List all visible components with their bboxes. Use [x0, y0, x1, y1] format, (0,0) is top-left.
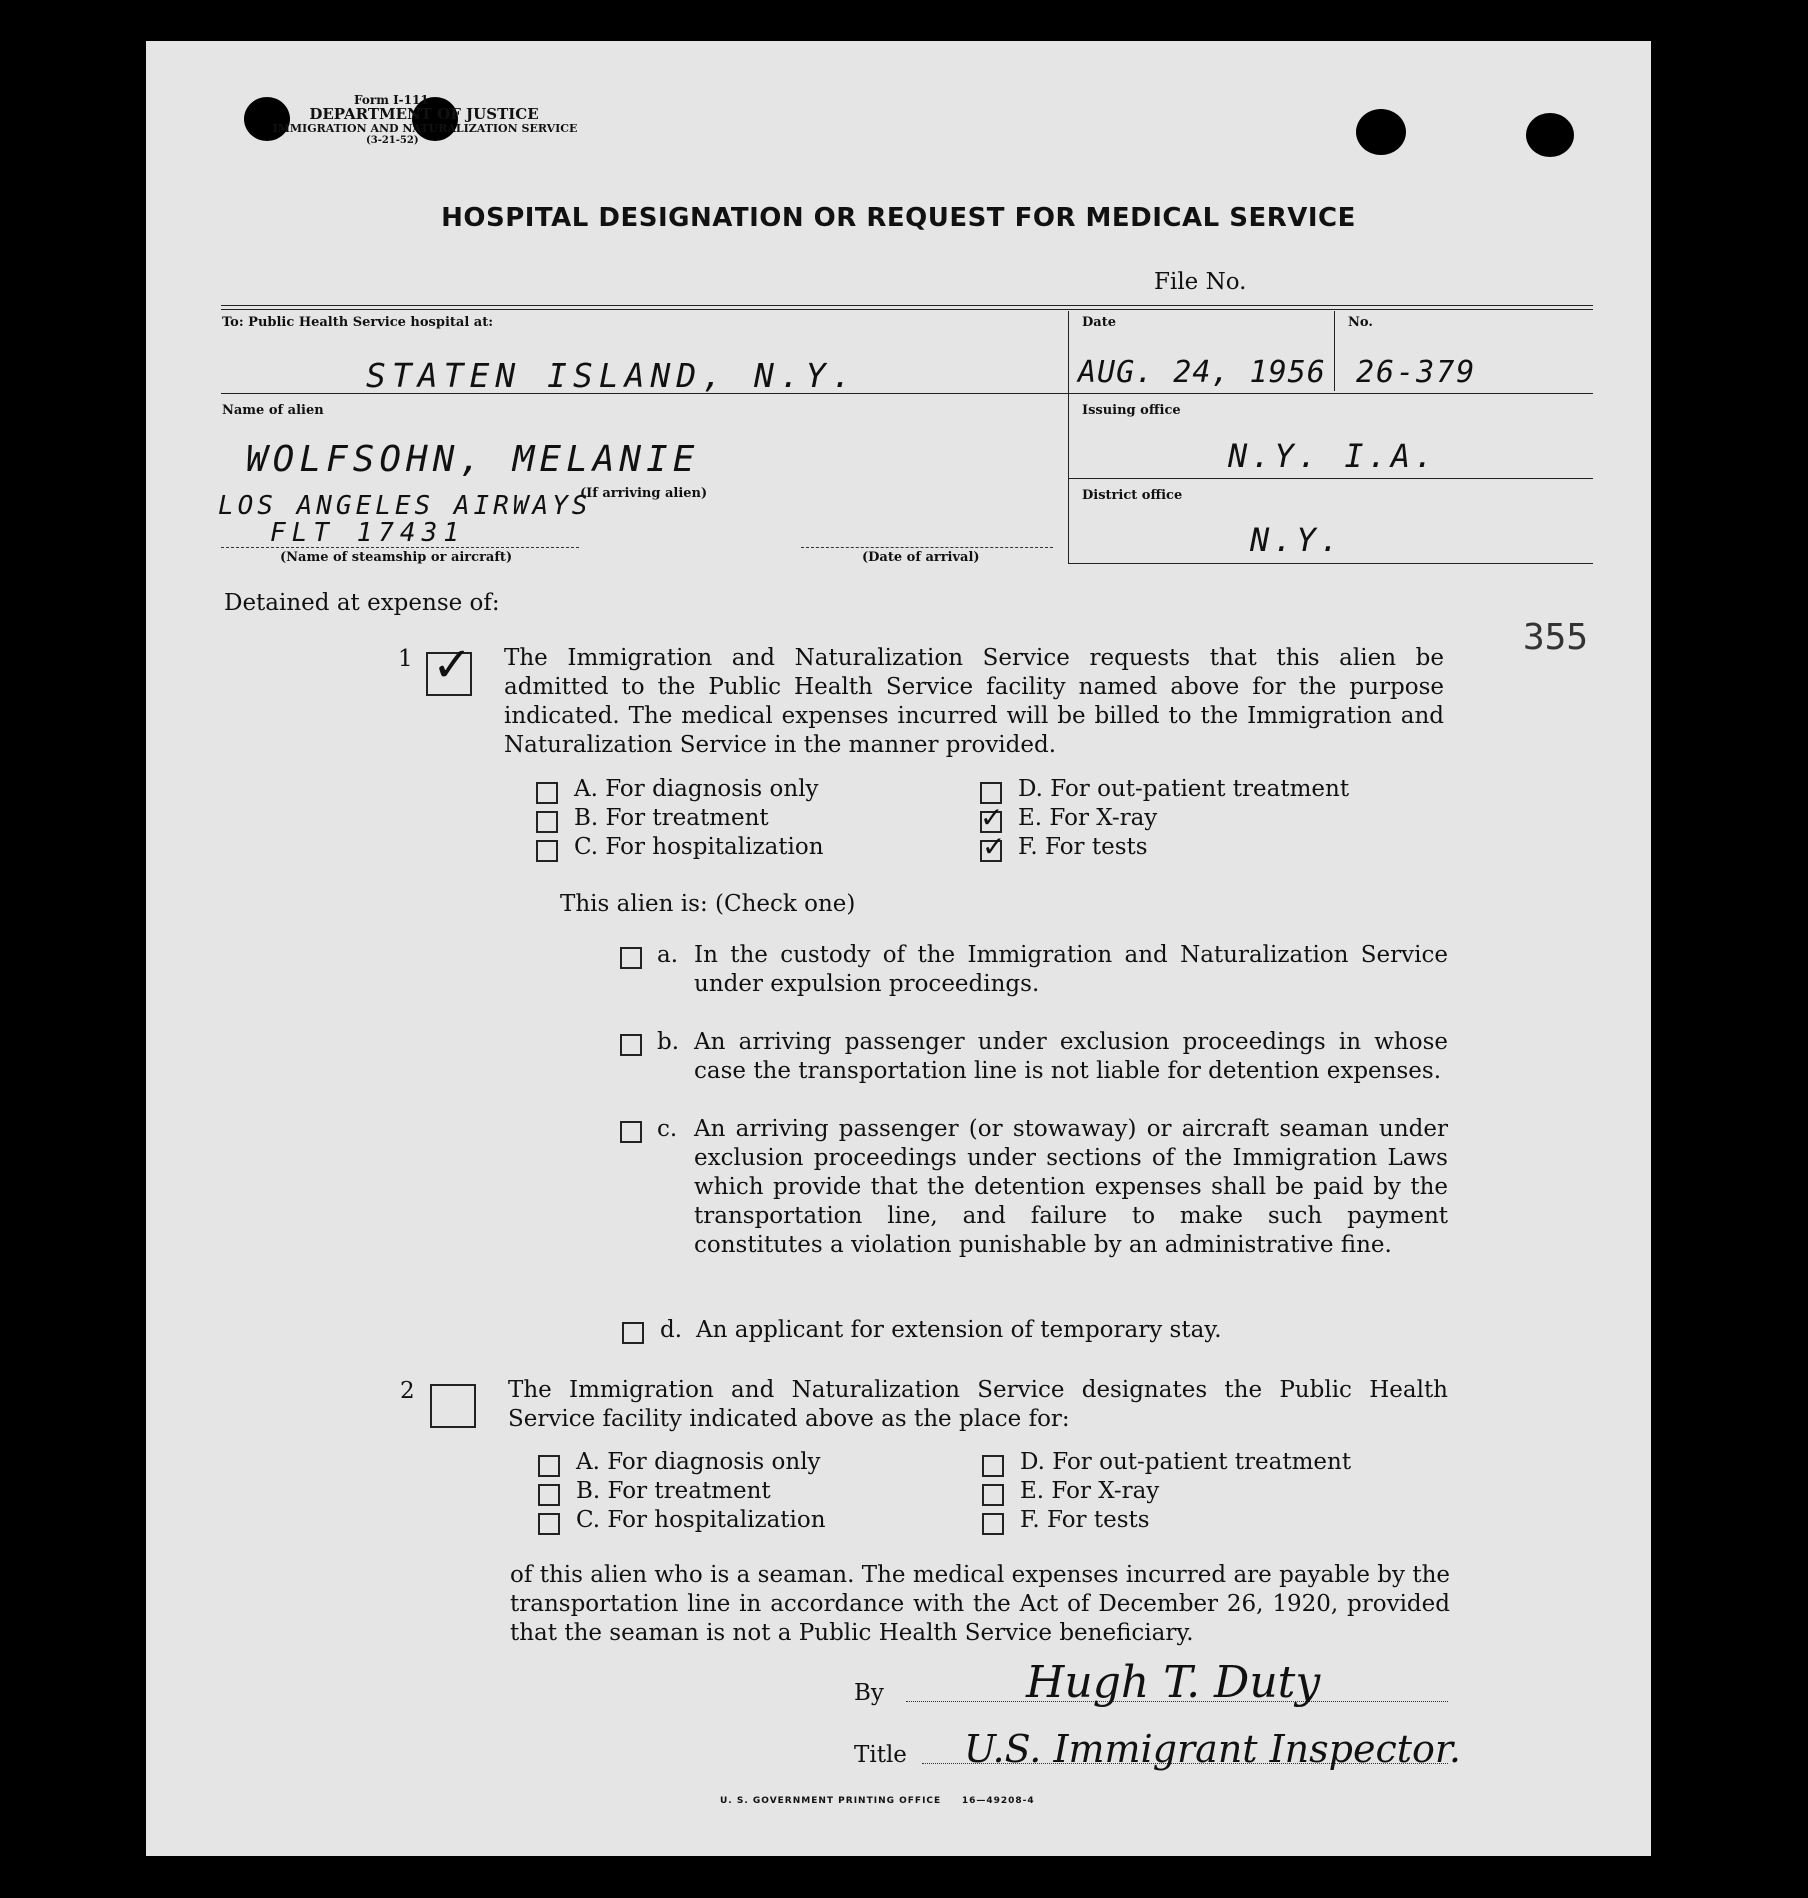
- name-value: WOLFSOHN, MELANIE: [246, 439, 700, 480]
- issuing-office-value: N.Y. I.A.: [1228, 437, 1438, 475]
- form-number: Form I-111: [354, 93, 429, 107]
- district-office-label: District office: [1082, 488, 1183, 503]
- flight-value: FLT 17431: [270, 518, 465, 548]
- status-b-letter: b.: [657, 1029, 680, 1055]
- section-2-number: 2: [400, 1378, 415, 1404]
- s2-option-c-checkbox[interactable]: [538, 1513, 560, 1535]
- date-label: Date: [1082, 315, 1116, 330]
- name-label: Name of alien: [222, 403, 324, 418]
- status-d-checkbox[interactable]: [622, 1322, 644, 1344]
- s2-option-d-label: D. For out-patient treatment: [1020, 1449, 1352, 1475]
- column-divider: [1068, 311, 1069, 563]
- checkmark-icon: ✓: [432, 637, 473, 693]
- signature-value: Hugh T. Duty: [1026, 1657, 1321, 1708]
- district-office-value: N.Y.: [1250, 521, 1344, 559]
- service-name: IMMIGRATION AND NATURALIZATION SERVICE: [272, 122, 578, 135]
- arrival-date-line: [801, 547, 1053, 548]
- page-title: HOSPITAL DESIGNATION OR REQUEST FOR MEDICAL SERVICE: [441, 203, 1356, 233]
- checkmark-icon: ✓: [982, 830, 1006, 863]
- form-page: [146, 41, 1651, 1856]
- printing-office-footer: U. S. GOVERNMENT PRINTING OFFICE 16—49208-4: [720, 1796, 1035, 1806]
- punch-hole: [1526, 113, 1574, 157]
- checkmark-icon: ✓: [980, 801, 1004, 834]
- s2-option-e-checkbox[interactable]: [982, 1484, 1004, 1506]
- column-divider: [1334, 311, 1335, 391]
- s2-option-a-checkbox[interactable]: [538, 1455, 560, 1477]
- s2-option-c-label: C. For hospitalization: [576, 1507, 826, 1533]
- s1-option-c-checkbox[interactable]: [536, 840, 558, 862]
- s1-option-d-label: D. For out-patient treatment: [1018, 776, 1350, 802]
- section-2-text: The Immigration and Naturalization Service designates the Public Health Service facility indicated above as the place for:: [508, 1377, 1448, 1432]
- section-2-footer-text: of this alien who is a seaman. The medical expenses incurred are payable by the transportation line in accordance with the Act of December 26, 1920, provided that the seaman is not a Public Health Service beneficiary.: [510, 1562, 1450, 1646]
- row-divider: [1068, 563, 1593, 564]
- vessel-value: LOS ANGELES AIRWAYS: [218, 491, 592, 521]
- form-date-code: (3-21-52): [366, 135, 419, 146]
- vessel-line: [221, 547, 579, 548]
- arrival-date-label: (Date of arrival): [862, 550, 980, 565]
- section-1-number: 1: [398, 646, 413, 672]
- s1-option-e-label: E. For X-ray: [1018, 805, 1158, 831]
- divider: [221, 309, 1593, 310]
- s2-option-a-label: A. For diagnosis only: [576, 1449, 821, 1475]
- hospital-label: To: Public Health Service hospital at:: [222, 315, 494, 330]
- s2-option-b-label: B. For treatment: [576, 1478, 771, 1504]
- s2-option-b-checkbox[interactable]: [538, 1484, 560, 1506]
- status-b-text: An arriving passenger under exclusion proceedings in whose case the transportation line is not liable for detention expenses.: [694, 1029, 1448, 1084]
- section-1-text: The Immigration and Naturalization Service requests that this alien be admitted to the Public Health Service facility named above for the purpose indicated. The medical expenses incurred will be billed to the Immigration and Naturalization Service in the manner provided.: [504, 645, 1444, 758]
- stamp-number: 355: [1523, 617, 1589, 658]
- title-label: Title: [854, 1742, 907, 1768]
- date-value: AUG. 24, 1956: [1078, 355, 1326, 390]
- arriving-alien-label: (If arriving alien): [580, 486, 708, 501]
- s2-option-e-label: E. For X-ray: [1020, 1478, 1160, 1504]
- status-a-letter: a.: [657, 942, 679, 968]
- s1-option-b-checkbox[interactable]: [536, 811, 558, 833]
- s2-option-d-checkbox[interactable]: [982, 1455, 1004, 1477]
- status-c-checkbox[interactable]: [620, 1121, 642, 1143]
- number-label: No.: [1348, 315, 1373, 330]
- s2-option-f-label: F. For tests: [1020, 1507, 1150, 1533]
- status-b-checkbox[interactable]: [620, 1034, 642, 1056]
- number-value: 26-379: [1356, 355, 1477, 390]
- row-divider: [1068, 478, 1593, 479]
- section-2-checkbox[interactable]: [430, 1384, 476, 1428]
- status-a-checkbox[interactable]: [620, 947, 642, 969]
- hospital-value: STATEN ISLAND, N.Y.: [366, 356, 858, 395]
- divider: [221, 305, 1593, 306]
- status-a-text: In the custody of the Immigration and Naturalization Service under expulsion proceedings.: [694, 942, 1448, 997]
- issuing-office-label: Issuing office: [1082, 403, 1181, 418]
- punch-hole: [1356, 109, 1406, 155]
- s1-option-a-checkbox[interactable]: [536, 782, 558, 804]
- row-divider: [221, 393, 1593, 394]
- detained-label: Detained at expense of:: [224, 590, 500, 616]
- status-d-text: An applicant for extension of temporary stay.: [696, 1317, 1222, 1343]
- department-name: DEPARTMENT OF JUSTICE: [309, 105, 539, 123]
- s1-option-c-label: C. For hospitalization: [574, 834, 824, 860]
- check-one-label: This alien is: (Check one): [560, 891, 856, 917]
- vessel-label: (Name of steamship or aircraft): [280, 550, 513, 565]
- s2-option-f-checkbox[interactable]: [982, 1513, 1004, 1535]
- status-c-letter: c.: [657, 1116, 678, 1142]
- s1-option-a-label: A. For diagnosis only: [574, 776, 819, 802]
- s1-option-b-label: B. For treatment: [574, 805, 769, 831]
- title-value: U.S. Immigrant Inspector.: [964, 1727, 1461, 1771]
- status-c-text: An arriving passenger (or stowaway) or aircraft seaman under exclusion proceedings under sections of the Immigration Laws which provide that the detention expenses shall be paid by the transportation line, and failure to make such payment constitutes a violation punishable by an administrative fine.: [694, 1116, 1448, 1258]
- s1-option-f-label: F. For tests: [1018, 834, 1148, 860]
- file-no-label: File No.: [1154, 269, 1247, 295]
- by-label: By: [854, 1680, 884, 1706]
- status-d-letter: d.: [660, 1317, 683, 1343]
